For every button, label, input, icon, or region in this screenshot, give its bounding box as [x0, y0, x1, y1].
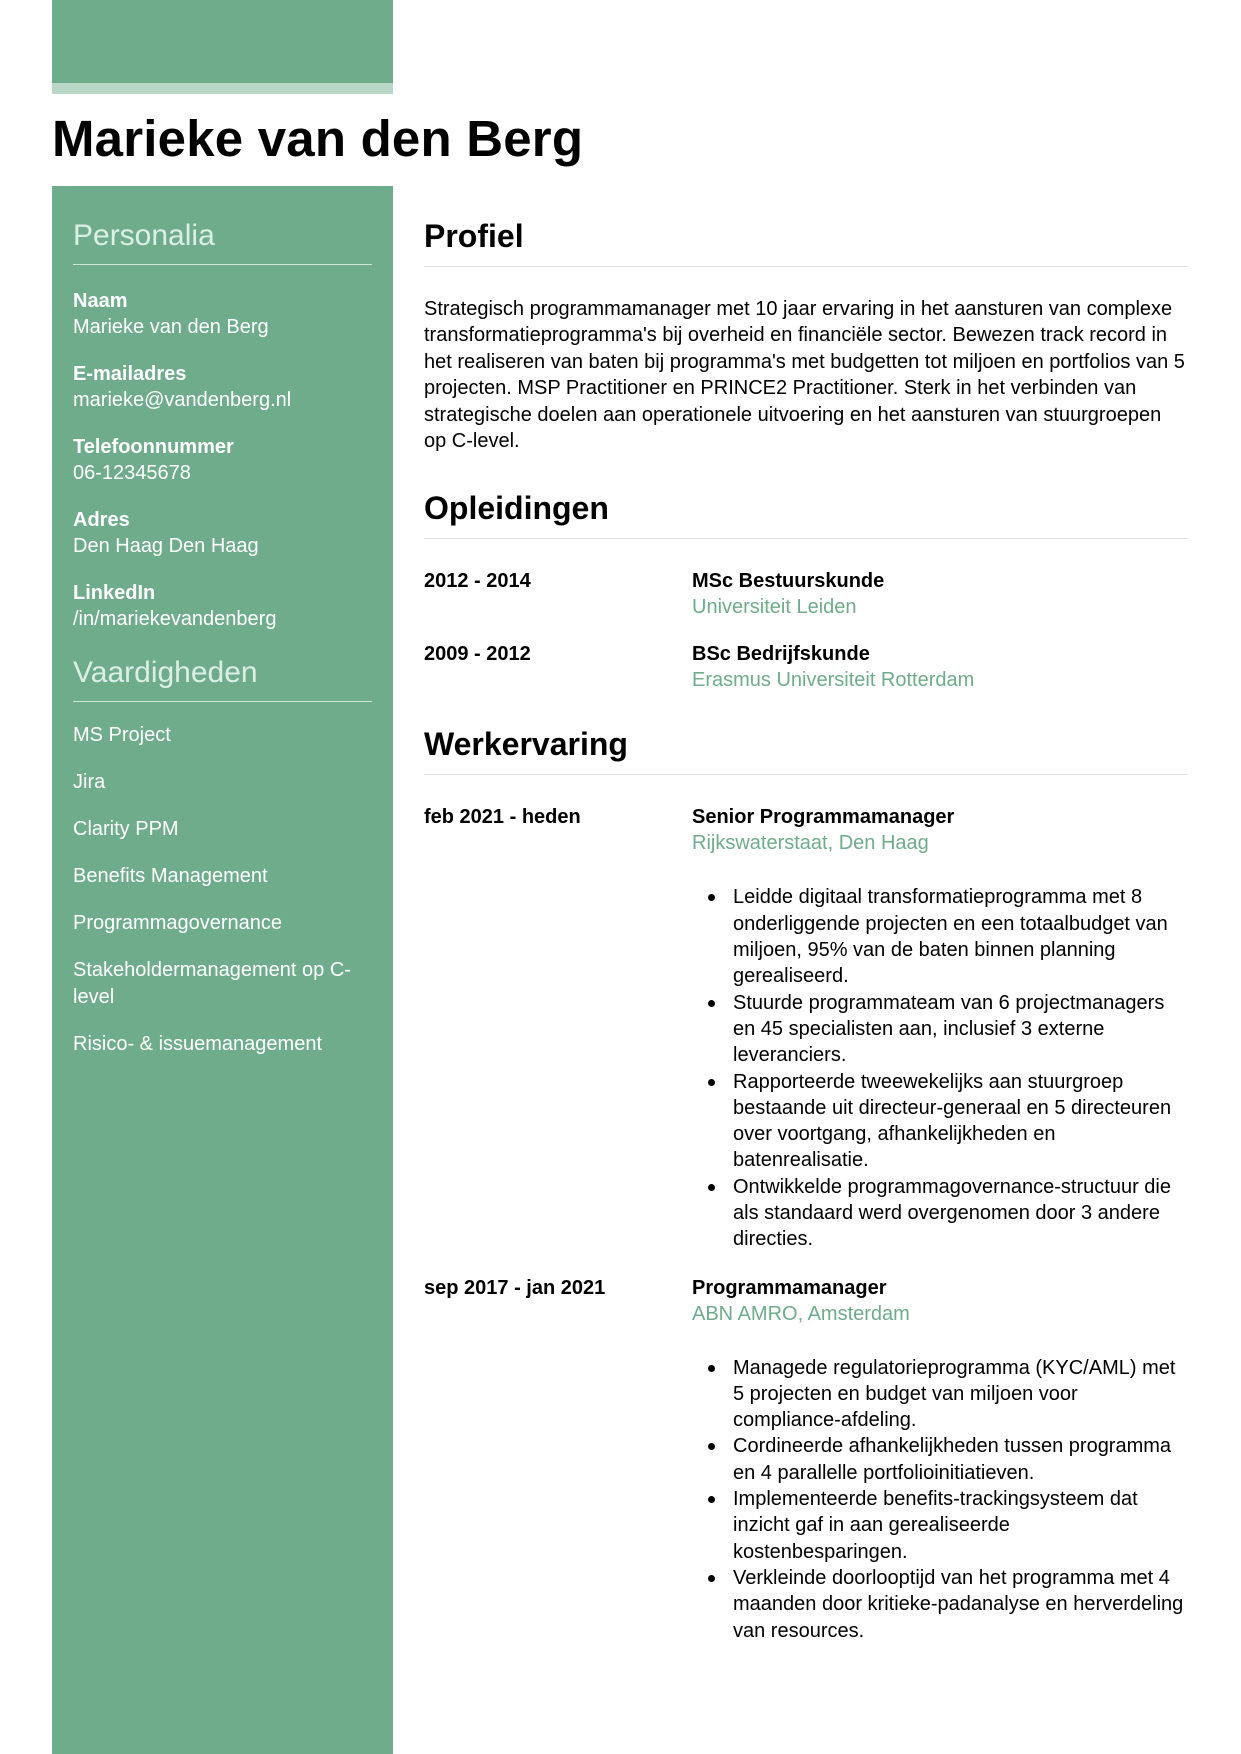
personalia-value: marieke@vandenberg.nl [73, 389, 292, 411]
employer: ABN AMRO, Amsterdam [692, 1302, 910, 1325]
skills-heading: Vaardigheden [73, 653, 372, 702]
education-item [424, 568, 1188, 621]
personalia-item-adres [73, 507, 372, 560]
sidebar [52, 186, 393, 1754]
skill-item: Programmagovernance [73, 912, 282, 934]
profile-heading: Profiel [424, 206, 1188, 267]
education-detail [692, 641, 1188, 694]
skill-item: Benefits Management [73, 865, 268, 887]
work-detail [692, 1275, 1188, 1644]
skills-list [73, 722, 372, 1058]
work-period: feb 2021 - heden [424, 806, 581, 829]
skill-item: MS Project [73, 724, 171, 746]
skill-item: Stakeholdermanagement op C-level [73, 959, 351, 1008]
achievement-item: Rapporteerde tweewekelijks aan stuurgroep bestaande uit directeur-generaal en 5 directeuren over voortgang, afhankelijkheden en batenrealisatie. [692, 1069, 1188, 1174]
education-detail [692, 568, 1188, 621]
education-period: 2012 - 2014 [424, 570, 531, 593]
skill-item: Jira [73, 771, 106, 793]
education-title: MSc Bestuurskunde [692, 570, 885, 593]
personalia-item-naam [73, 288, 372, 341]
achievement-item: Leidde digitaal transformatieprogramma met 8 onderliggende projecten en een totaalbudget van miljoen, 95% van de baten binnen planning gerealiseerd. [692, 884, 1188, 989]
candidate-name: Marieke van den Berg [52, 110, 584, 167]
personalia-heading: Personalia [73, 216, 372, 265]
education-heading: Opleidingen [424, 478, 1188, 539]
personalia-label: Naam [73, 290, 128, 312]
achievement-item: Ontwikkelde programmagovernance-structuur die als standaard werd overgenomen door 3 andere directies. [692, 1174, 1188, 1253]
personalia-value: Den Haag Den Haag [73, 535, 259, 557]
personalia-item-email [73, 361, 372, 414]
education-period: 2009 - 2012 [424, 643, 531, 666]
job-title: Senior Programmamanager [692, 806, 955, 829]
job-title: Programmamanager [692, 1276, 887, 1299]
main-content [424, 206, 1188, 1666]
header-color-band [52, 0, 393, 83]
work-detail [692, 804, 1188, 1252]
header-accent-stripe [52, 83, 393, 94]
achievement-item: Verkleinde doorlooptijd van het programma met 4 maanden door kritieke-padanalyse en herverdeling van resources. [692, 1565, 1188, 1644]
achievement-list [692, 1355, 1188, 1644]
personalia-value: 06-12345678 [73, 462, 191, 484]
work-heading: Werkervaring [424, 714, 1188, 775]
education-institution: Universiteit Leiden [692, 596, 857, 619]
education-institution: Erasmus Universiteit Rotterdam [692, 669, 975, 692]
personalia-item-telefoon [73, 434, 372, 487]
personalia-list [73, 288, 372, 633]
achievement-item: Managede regulatorieprogramma (KYC/AML) met 5 projecten en budget van miljoen voor compliance-afdeling. [692, 1355, 1188, 1434]
personalia-label: Adres [73, 509, 130, 531]
personalia-label: LinkedIn [73, 582, 156, 604]
achievement-item: Stuurde programmateam van 6 projectmanagers en 45 specialisten aan, inclusief 3 externe leveranciers. [692, 990, 1188, 1069]
personalia-item-linkedin [73, 580, 372, 633]
skill-item: Risico- & issuemanagement [73, 1033, 322, 1055]
work-item [424, 1275, 1188, 1644]
profile-text: Strategisch programmamanager met 10 jaar ervaring in het aansturen van complexe transformatieprogramma's bij overheid en financiële sector. Bewezen track record in het realiseren van baten bij programma's met budgetten tot miljoen en portfolios van 5 projecten. MSP Practitioner en PRINCE2 Practitioner. Sterk in het verbinden van strategische doelen aan operationele uitvoering en het aansturen van stuurgroepen op C-level. [424, 298, 1185, 453]
achievement-list [692, 884, 1188, 1252]
personalia-label: Telefoonnummer [73, 436, 234, 458]
achievement-item: Implementeerde benefits-trackingsysteem dat inzicht gaf in aan gerealiseerde kostenbesparingen. [692, 1486, 1188, 1565]
education-section [424, 478, 1188, 694]
personalia-value: Marieke van den Berg [73, 316, 269, 338]
profile-section [424, 206, 1188, 454]
personalia-label: E-mailadres [73, 363, 187, 385]
work-item [424, 804, 1188, 1252]
education-item [424, 641, 1188, 694]
work-list [424, 804, 1188, 1643]
personalia-value: /in/mariekevandenberg [73, 608, 277, 630]
education-list [424, 568, 1188, 694]
achievement-item: Cordineerde afhankelijkheden tussen programma en 4 parallelle portfolioinitiatieven. [692, 1433, 1188, 1486]
skill-item: Clarity PPM [73, 818, 179, 840]
employer: Rijkswaterstaat, Den Haag [692, 832, 929, 855]
work-period: sep 2017 - jan 2021 [424, 1276, 606, 1299]
education-title: BSc Bedrijfskunde [692, 643, 870, 666]
work-section [424, 714, 1188, 1643]
